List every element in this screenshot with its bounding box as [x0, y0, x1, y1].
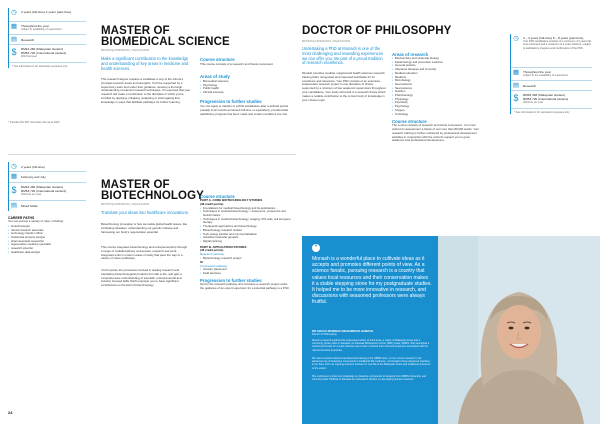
list-item: • Neuroscience: [392, 83, 482, 87]
list-item: • Biomedical sciences: [200, 80, 285, 84]
biotech-body-2: This course integrates biotechnology and entrepreneurship through a range of multidisciplinary coursework, research and work-integrated units in modern areas of study that pave the way to a variety of career pathways.: [101, 245, 187, 261]
fee-intl: RM54,720 (International student): [523, 97, 569, 101]
part-b-label: PART B. APPLICATION STUDIES: [200, 244, 247, 249]
fee-intl: RM54,720 (International student): [21, 51, 67, 55]
list-item: • Biotechnology research studies: [200, 229, 292, 233]
quote-icon: “: [312, 244, 320, 252]
biotech-title-line1: MASTER OF: [101, 179, 170, 191]
list-item: • Nutrition: [392, 90, 482, 94]
list-item: • General practice: [392, 64, 482, 68]
biomedical-title-line1: MASTER OF: [101, 25, 170, 37]
biotech-intro: Translate your ideas into healthcare innovations.: [101, 210, 189, 215]
list-item: • Field electives: [200, 272, 292, 276]
list-item: • intellectual property analyst: [8, 236, 88, 240]
list-item: • Biotechnology research project: [200, 257, 292, 261]
list-item: • Neuroscience: [392, 87, 482, 91]
biomedical-areas-heading: Areas of study: [200, 74, 230, 79]
intake-row: [9, 172, 86, 183]
testimonial-panel: [302, 236, 438, 424]
biomedical-sidebar: [8, 8, 86, 68]
biomedical-title: [101, 26, 251, 48]
coursework-pathway-list: [200, 268, 292, 275]
part-a-label: PART A. CORE BIOTECHNOLOGY STUDIES: [200, 198, 263, 202]
intake-row: [511, 68, 592, 81]
phd-code: MPOP/OQA/000000/001 | MQA/FA/0000: [302, 41, 351, 43]
duration-text: 2 years (full-time): [21, 165, 45, 169]
list-item: • regenerative medicine specialist: [8, 243, 88, 247]
career-paths: [8, 216, 88, 254]
page-number: 24: [8, 410, 13, 415]
calendar-icon: ▦: [10, 173, 18, 180]
intake-text: Throughout the year: [523, 70, 551, 74]
career-heading: CAREER PATHS: [8, 216, 35, 220]
intake-note: subject to the availability of supervisors: [523, 74, 568, 77]
duration-text: 2 years (full-time) 4 years (part-time): [21, 10, 72, 14]
part-a-list: [200, 207, 292, 244]
quote-text: Monash is a wonderful place to cultivate ideas as it accepts and promotes different points of view. As a science fanatic, pursuing research is a country that values local resources and their conservation makes it a stable stepping stone for my postgraduate studies. It helped me to be more innovative in research, and discussions with seasoned professors were always fruitful.: [312, 256, 432, 306]
biotech-progression-text: Opt for the research pathway and complete a research project under the guidance of an expert supervisor for a potential pathway to a PhD.: [200, 281, 290, 290]
section-divider: [8, 154, 296, 155]
biotech-sidebar: [8, 162, 86, 211]
list-item: • Infectious diseases and immunity: [392, 68, 482, 72]
list-item: • Tech-nology transfer and commercialisation: [200, 233, 292, 237]
intake-note: subject to availability of supervisors: [21, 28, 62, 31]
duration-row: [9, 162, 86, 172]
list-item: • Psychology: [392, 105, 482, 109]
biotech-title-line2: BIOTECHNOLOGY: [101, 190, 204, 202]
calendar-icon: ▦: [512, 69, 520, 76]
duration-text: 3 – 4 years (full-time) 6 – 8 years (part-time): [523, 36, 584, 40]
dollar-icon: $: [513, 93, 519, 103]
clock-icon: ◷: [11, 163, 17, 170]
list-item: • Foundations for medical biotechnology and its applications: [200, 207, 292, 211]
quote-name: DR SHAZA MUNIRAH MOHAMMAD HAMZAH: [312, 329, 374, 333]
list-item: • Pharmacology: [392, 94, 482, 98]
coursework-pathway-label: Coursework pathway:: [200, 263, 228, 268]
fee-local: RM45,483 (Malaysian student): [523, 93, 566, 97]
list-item: • Medical education: [392, 72, 482, 76]
list-item: • Therapeutic approaches and biotechnology: [200, 225, 292, 229]
sst-footnote: * Includes 6% SST and tuition fee as at 2024: [8, 121, 60, 124]
duration-note: Your PhD candidature consists of a minimum of 3 years full-time enrolment and a maximum of 4 years full-time, subject to satisfactory progress and confirmation of the PhD.: [523, 40, 592, 50]
phd-intro: Undertaking a PhD at Monash is one of the most challenging and rewarding experiences we can offer you. Be part of a proud tradition of research excellence.: [302, 46, 384, 66]
dollar-icon: $: [11, 47, 17, 57]
mode-row: [511, 81, 592, 91]
list-item: • Surgery: [392, 109, 482, 113]
biotech-body-1: Biotechnology innovation is how we tackle global health issues, like combating diseases, understanding our genetic makeup and harnessing our body's regenerative potential.: [101, 222, 188, 234]
fee-note: 2024 fee per year: [523, 101, 544, 104]
quote-bio-1: Shaza's research explored the plant-based effect of dried lerek, a native of Malaysian forest and a commonly grown plant in Sarawak, its Sarawak Biodiversity Centre (SBC) scale, NBIBS. She developed a method previously for a quick effective way to also minimise their chemical properties associated with the natural chemical properties.: [312, 339, 430, 352]
fee-local: RM44,460 (Malaysian student): [21, 47, 64, 51]
phd-body: Monash provides medical, surgical and health sciences research training that's recognised and respected worldwide for its excellence and relevance. Your PhD consists of an extensive, independent research project in one discipline of choice, supported by a minimum of two academic supervisors throughout your candidature. Your study will result in a research thesis which makes a notable contribution to the current body of knowledge in your chosen topic.: [302, 71, 386, 102]
fee-note: 2024 fee per year: [21, 193, 42, 196]
intake-row: [9, 22, 86, 35]
list-item: • research scientist: [8, 247, 88, 251]
quote-bio-2: She also received advanced professional training at the NBIBS sites, on her current research in the advanced use of bioactives compounds in traditional SE medicines, and besides these advanced practices in her field, she's an ongoing research adviser her new life at the Malaysian forest and traditional resources to the extent.: [312, 357, 431, 370]
biotech-code: MPOP/OQA/000000/001 | MQA/FA/0000: [101, 204, 150, 206]
document-icon: ▤: [512, 82, 520, 89]
fee-note: 2024 fee/year: [21, 55, 37, 58]
list-item: • Public health: [200, 87, 285, 91]
list-item: • Techniques in medical biotechnology – biosensors, proteomics and bioinformatics: [200, 210, 292, 217]
list-item: • Physiology: [392, 98, 482, 102]
quote-bio-3: She continues to share her knowledge on bioactive compounds to students from NBIBS University, and currently leads Ofsfihaa in Sarawak as a Research director on developing human resources.: [312, 375, 427, 382]
part-b-points: (48 credit points): [200, 248, 224, 253]
biomedical-progression-heading: Progression to further studies: [200, 99, 262, 104]
fee-row: [511, 91, 592, 109]
phd-structure-heading: Course structure: [392, 119, 427, 125]
fee-row: [9, 45, 86, 63]
document-icon: ▤: [10, 36, 18, 43]
list-item: • Clinical sciences: [200, 91, 285, 95]
intake-text: Throughout the year: [21, 24, 49, 28]
fee-row: [9, 183, 86, 201]
document-icon: ▤: [10, 202, 18, 209]
biotech-structure-heading: Course structure: [200, 194, 235, 199]
phd-areas: [392, 52, 482, 143]
list-item: • Toxicology: [392, 113, 482, 117]
biomedical-title-line2: BIOMEDICAL SCIENCE: [101, 36, 230, 48]
list-item: • Microbiology: [392, 79, 482, 83]
fee-local: RM44,460 (Malaysian student): [21, 185, 64, 189]
clock-icon: ◷: [11, 9, 17, 16]
list-item: • clinical research associate: [8, 229, 88, 233]
biotech-body-3: You'll explore the processes involved in leading research and translating biotechnological products from lab to life, and gain a comprehensive understanding of scientific, entrepreneurial and industry focused skills that'll empower you to have significant contributions to the field of biotechnology.: [101, 268, 182, 288]
list-item: • biotechnologist: [8, 225, 88, 229]
mode-text: Research: [523, 84, 537, 88]
biomedical-intro: Make a significant contribution to the knowledge and understanding of key areas in medicine and health sciences.: [101, 56, 189, 71]
phd-areas-list: [392, 57, 482, 116]
phd-structure-text: The course consists of research and thesis component. You must submit for assessment a thesis of not more than 80,000 words. Your research training is further enhanced by professional development activities in conjunction with the school's support you to grow academic and professional development.: [392, 123, 480, 143]
part-a-points: (48 credit points): [200, 201, 224, 206]
clock-icon: ◷: [513, 35, 519, 42]
list-item: • Epidemiology and preventive medicine: [392, 61, 482, 65]
fee-footnote: * Fee information is for estimation purposes only: [514, 111, 570, 114]
biomedical-structure-heading: Course structure: [200, 57, 235, 62]
duration-row: [511, 34, 592, 68]
fee-footnote: * Fee information is for estimation purposes only: [12, 65, 68, 68]
biomedical-areas-list: [200, 80, 285, 95]
or-label: Or: [200, 259, 204, 264]
biomedical-structure-text: This course consists of a research and thesis component.: [200, 62, 274, 66]
research-pathway-label: Research pathway:: [200, 252, 225, 257]
list-item: • Industrial molecular genetics: [200, 236, 292, 240]
mode-text: Research: [21, 38, 35, 42]
fee-intl: RM54,720 (International student): [21, 189, 67, 193]
list-item: • Psychology: [200, 84, 285, 88]
list-item: • Industry placement: [200, 268, 292, 272]
biomedical-progression-text: You can apply to transfer to a PhD candidature after a defined period (usually 9-12 months enrolment full-time or equivalent), provided that satisfactory progress has been made and certain conditions are met.: [200, 104, 289, 116]
phd-title: DOCTOR OF PHILOSOPHY: [302, 25, 452, 37]
biomedical-code: MPOP/OQA/000000/001 | MQA/FA/0000: [101, 50, 150, 52]
mode-row: [9, 201, 86, 211]
phd-sidebar: [510, 34, 592, 114]
intake-text: February and July: [21, 175, 46, 179]
dollar-icon: $: [11, 185, 17, 195]
list-item: • Techniques in medical biotechnology: imaging, IPS cells, cell and gene therapy: [200, 218, 292, 225]
career-list: [8, 225, 88, 255]
biotech-progression-heading: Progression to further studies: [200, 277, 262, 283]
portrait-illustration: [438, 236, 600, 424]
duration-row: [9, 8, 86, 22]
research-pathway-list: [200, 257, 292, 261]
list-item: • Medicine: [392, 76, 482, 80]
mode-text: Mixed Mode: [21, 204, 38, 208]
list-item: • technology transfer officer: [8, 232, 88, 236]
calendar-icon: ▦: [10, 23, 18, 30]
mode-row: [9, 35, 86, 45]
list-item: • Digital twinning: [200, 240, 292, 244]
quote-course: Doctor of Philosophy: [312, 333, 337, 336]
phd-areas-heading: Areas of research: [392, 52, 429, 57]
portrait-photo: [438, 236, 600, 424]
list-item: • Psychiatry: [392, 101, 482, 105]
list-item: • pharmaceutical researcher: [8, 240, 88, 244]
list-item: • Biochemistry and molecular biology: [392, 57, 482, 61]
biotech-structure: [200, 194, 292, 290]
list-item: • healthcare data analyst: [8, 251, 88, 255]
career-intro: You can pursue a variety of roles, including:: [8, 219, 64, 223]
biomedical-body: This research degree requires a candidate in any of the school's principal research areas and strengths. You'll be supported by a supervisory team and under their guidance, develop a thorough understanding of relevant research techniques. It's expected that your research will make a contribution to the discipline in which you're enrolled by applying, critiquing, analysing or interrogating that knowledge in ways that facilitate pathways for further learning.: [101, 77, 191, 104]
